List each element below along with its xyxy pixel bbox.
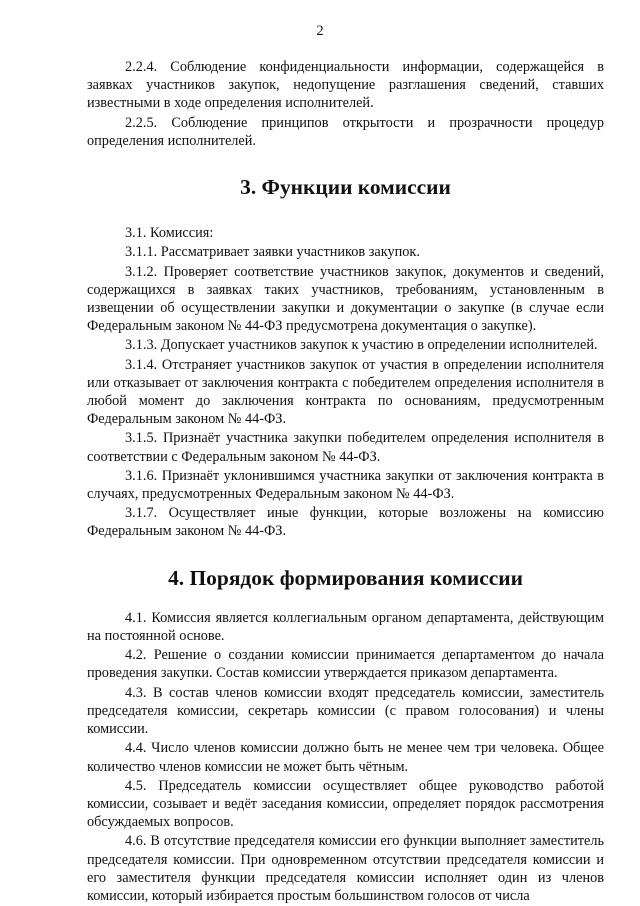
document-body (87, 58, 604, 906)
paragraph-3-1-1: 3.1.1. Рассматривает заявки участников закупок. (125, 244, 420, 261)
paragraph-3-1-4: 3.1.4. Отстраняет участников закупок от участия в определении исполнителя или отказывает от заключения контракта с победителем определения исполнителя в любой момент до заключения контракта по основаниям, предусмотренным Федеральным законом № 44-ФЗ. (87, 356, 604, 428)
section-heading-formation: 4. Порядок формирования комиссии (168, 565, 523, 590)
paragraph-2-2-4: 2.2.4. Соблюдение конфиденциальности информации, содержащейся в заявках участников закупок, недопущение разглашения сведений, ставших известными в ходе определения исполнителей. (87, 59, 604, 112)
paragraph-4-5: 4.5. Председатель комиссии осуществляет общее руководство работой комиссии, созывает и ведёт заседания комиссии, определяет порядок рассмотрения обсуждаемых вопросов. (87, 777, 604, 831)
paragraph-4-1: 4.1. Комиссия является коллегиальным органом департамента, действующим на постоянной основе. (87, 609, 604, 645)
paragraph-3-1-3: 3.1.3. Допускает участников закупок к участию в определении исполнителей. (125, 337, 598, 354)
section-heading-functions: 3. Функции комиссии (240, 175, 451, 200)
paragraph-3-1: 3.1. Комиссия: (125, 225, 214, 242)
paragraph-3-1-6: 3.1.6. Признаёт уклонившимся участника закупки от заключения контракта в случаях, предусмотренных Федеральным законом № 44-ФЗ. (87, 467, 604, 503)
paragraph-4-4: 4.4. Число членов комиссии должно быть не менее чем три человека. Общее количество членов комиссии не может быть чётным. (87, 740, 604, 775)
paragraph-2-2-5: 2.2.5. Соблюдение принципов открытости и прозрачности процедур определения исполнителей. (87, 114, 604, 149)
paragraph-3-1-7: 3.1.7. Осуществляет иные функции, которые возложены на комиссию Федеральным законом № 44-ФЗ. (87, 505, 604, 540)
paragraph-4-6: 4.6. В отсутствие председателя комиссии его функции выполняет заместитель председателя комиссии. При одновременном отсутствии председателя комиссии и его заместителя функции председателя комиссии исполняет один из членов комиссии, который избирается простым большинством голосов от числа (87, 833, 604, 904)
paragraph-3-1-5: 3.1.5. Признаёт участника закупки победителем определения исполнителя в соответствии с Федеральным законом № 44-ФЗ. (87, 430, 604, 465)
page-number: 2 (316, 23, 324, 39)
paragraph-4-3: 4.3. В состав членов комиссии входят председатель комиссии, заместитель председателя комиссии, секретарь комиссии (с правом голосования) и члены комиссии. (87, 684, 604, 738)
paragraph-3-1-2: 3.1.2. Проверяет соответствие участников закупок, документов и сведений, содержащихся в заявках таких участников, требованиям, установленным в извещении об осуществлении закупки и документации о закупке (в случае если Федеральным законом № 44-ФЗ предусмотрена документация о закупке). (87, 263, 604, 335)
paragraph-4-2: 4.2. Решение о создании комиссии принимается департаментом до начала проведения закупки. Состав комиссии утверждается приказом департамента. (87, 647, 604, 682)
